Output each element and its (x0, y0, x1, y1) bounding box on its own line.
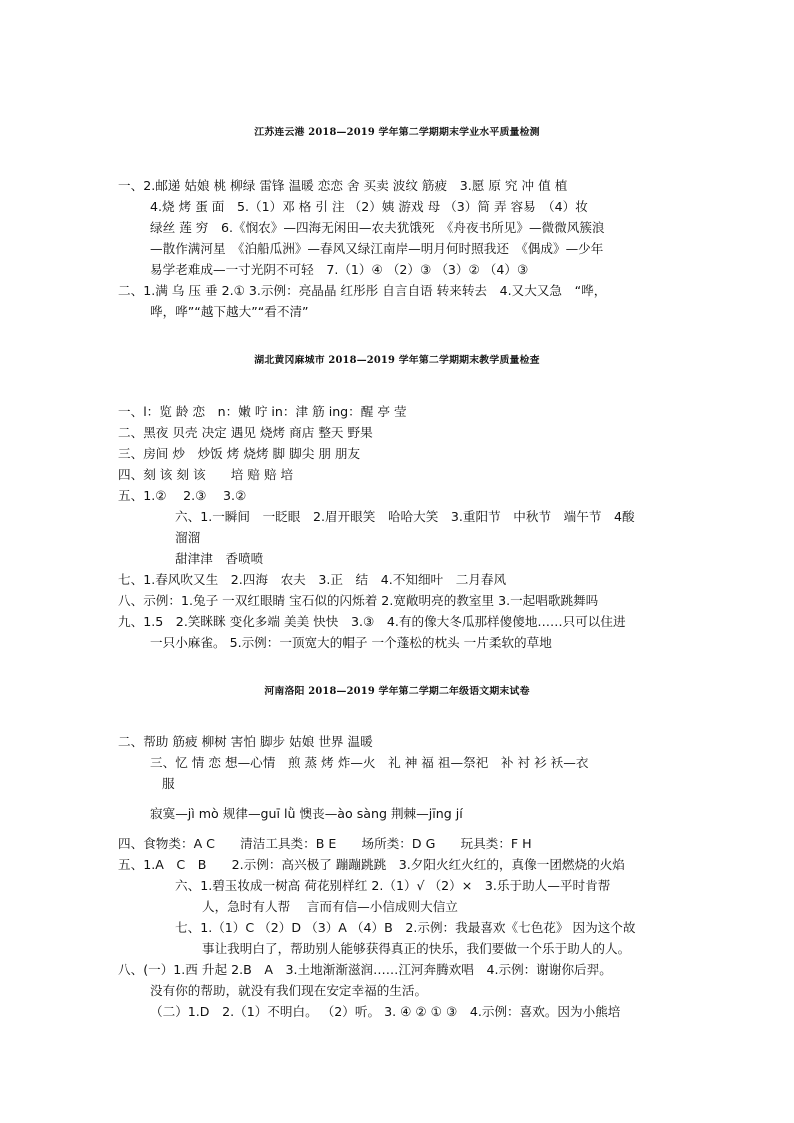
answer-line: 七、1.（1）C （2）D （3）A （4）B 2.示例：我最喜欢《七色花》 因为这个故 (175, 920, 636, 935)
answer-line: 二、帮助 筋疲 柳树 害怕 脚步 姑娘 世界 温暖 (118, 734, 373, 749)
answer-line: 易学老难成—一寸光阴不可轻 7.（1）④ （2）③ （3）② （4）③ (150, 262, 529, 277)
answer-line: 绿丝 莲 穷 6.《悯农》—四海无闲田—农夫犹饿死 《舟夜书所见》—微微风簇浪 (150, 220, 605, 235)
answer-line: 六、1.一瞬间 一眨眼 2.眉开眼笑 哈哈大笑 3.重阳节 中秋节 端午节 4酸 (175, 509, 635, 524)
answer-line: 4.烧 烤 蛋 面 5.（1）邓 格 引 注 （2）姨 游戏 母 （3）简 弄 容易 （4）妆 (150, 199, 588, 214)
answer-line: 二、黑夜 贝壳 决定 遇见 烧烤 商店 整天 野果 (118, 425, 373, 440)
answer-line: 七、1.春风吹又生 2.四海 农夫 3.正 结 4.不知细叶 二月春风 (118, 572, 507, 587)
answer-line: 五、1.② 2.③ 3.② (118, 488, 247, 503)
answer-line: 五、1.A C B 2.示例：高兴极了 蹦蹦跳跳 3.夕阳火红火红的，真像一团燃烧的火焰 (118, 857, 625, 872)
answer-line: 溜溜 (175, 530, 201, 545)
answer-line: —散作满河星 《泊船瓜洲》—春风又绿江南岸—明月何时照我还 《偶成》—少年 (150, 241, 604, 256)
section-title-henan: 河南洛阳 2018—2019 学年第二学期二年级语文期末试卷 (264, 686, 530, 697)
answer-line: 哗，哗”“越下越大”“看不清” (150, 304, 309, 319)
answer-line: 四、食物类：A C 清洁工具类：B E 场所类：D G 玩具类：F H (118, 836, 532, 851)
answer-line: 六、1.碧玉妆成一树高 荷花别样红 2.（1）√ （2）× 3.乐于助人—平时肯帮 (175, 878, 611, 893)
answer-line: 一、l：览 龄 恋 n：嫩 咛 in：津 筋 ing：醒 亭 莹 (118, 404, 407, 419)
answer-line: 甜津津 香喷喷 (175, 551, 264, 566)
answer-line: 寂寞—jì mò 规律—guī lǜ 懊丧—ào sàng 荆棘—jīng jí (150, 806, 463, 821)
answer-line: 人，急时有人帮 言而有信—小信成则大信立 (202, 899, 458, 914)
answer-line: 九、1.5 2.笑眯眯 变化多端 美美 快快 3.③ 4.有的像大冬瓜那样傻傻地……只可以住进 (118, 614, 626, 629)
section-title-hubei: 湖北黄冈麻城市 2018—2019 学年第二学期期末教学质量检查 (254, 355, 540, 366)
answer-line: 没有你的帮助，就没有我们现在安定幸福的生活。 (150, 983, 428, 998)
answer-line: 服 (162, 776, 175, 791)
answer-line: 事让我明白了，帮助别人能够获得真正的快乐，我们要做一个乐于助人的人。 (202, 941, 631, 956)
answer-line: 八、示例：1.兔子 一双红眼睛 宝石似的闪烁着 2.宽敞明亮的教室里 3.一起唱歌跳舞吗 (118, 593, 599, 608)
section-title-jiangsu: 江苏连云港 2018—2019 学年第二学期期末学业水平质量检测 (254, 127, 540, 138)
answer-line: 八、(一）1.西 升起 2.B A 3.土地渐渐滋润……江河奔腾欢唱 4.示例：谢谢你后羿。 (118, 962, 612, 977)
answer-line: 一、2.邮递 姑娘 桃 柳绿 雷锋 温暖 恋恋 舍 买卖 波纹 筋疲 3.愿 原 究 冲 值 植 (118, 178, 568, 193)
answer-line: 三、房间 炒 炒饭 烤 烧烤 脚 脚尖 朋 朋友 (118, 446, 361, 461)
answer-line: 二、1.满 乌 压 垂 2.① 3.示例：亮晶晶 红彤彤 自言自语 转来转去 4.又大又急 “哗， (118, 283, 607, 298)
answer-line: 一只小麻雀。 5.示例：一顶宽大的帽子 一个蓬松的枕头 一片柔软的草地 (150, 635, 552, 650)
answer-line: 四、刻 该 刻 该 培 赔 赔 培 (118, 467, 294, 482)
answer-line: （二）1.D 2.（1）不明白。 （2）听。 3. ④ ② ① ③ 4.示例：喜欢。因为小熊培 (150, 1004, 621, 1019)
answer-line: 三、忆 情 恋 想—心情 煎 蒸 烤 炸—火 礼 神 福 祖—祭祀 补 衬 衫 袄—衣 (150, 755, 589, 770)
